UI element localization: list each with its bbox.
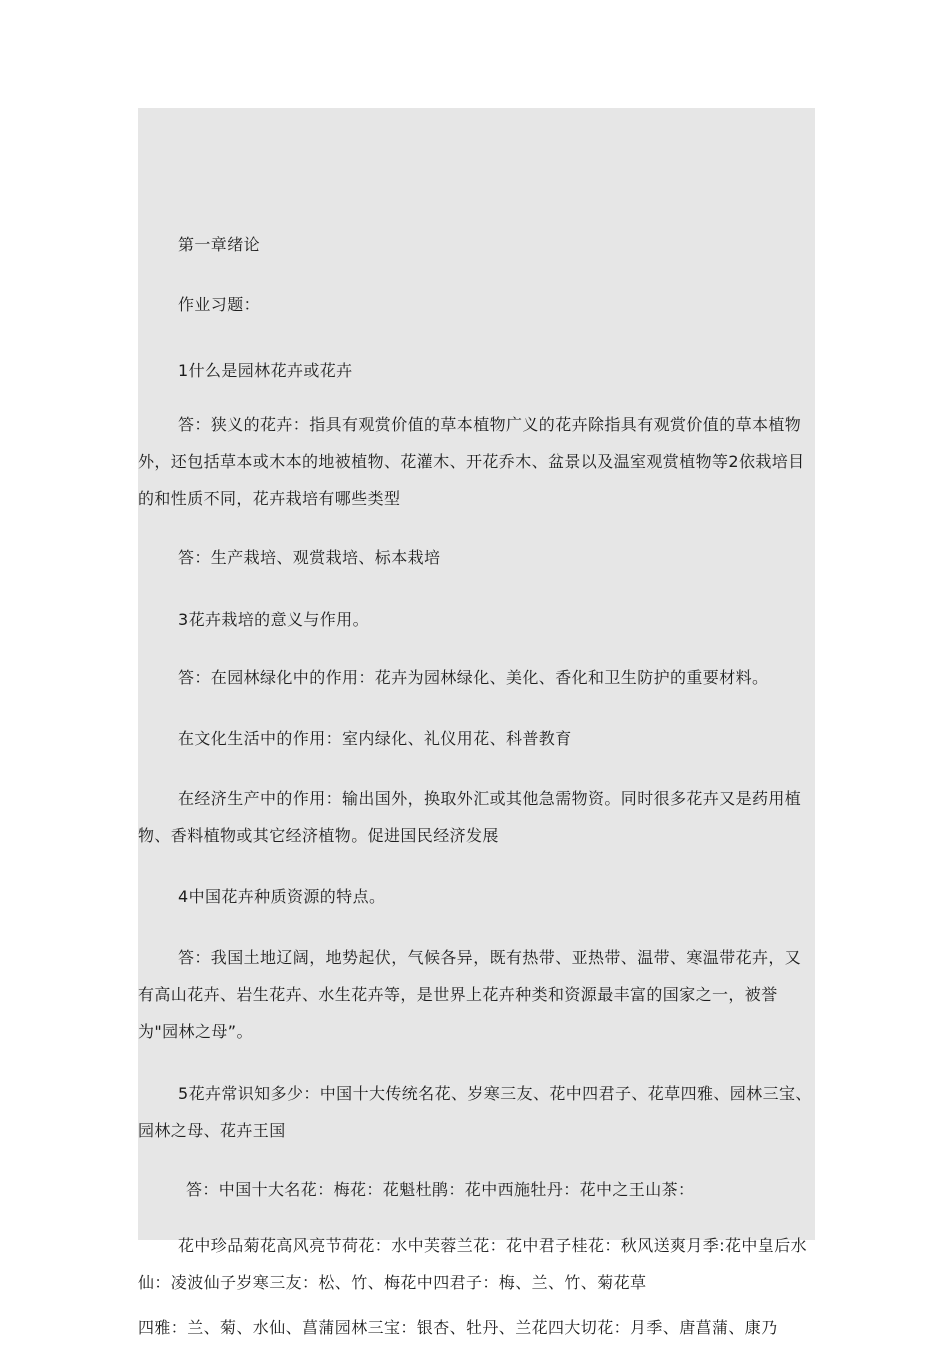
chapter-title: 第一章绪论 [178, 235, 261, 254]
question-4: 4中国花卉种质资源的特点。 [178, 887, 386, 906]
answer-3-landscape: 答：在园林绿化中的作用：花卉为园林绿化、美化、香化和卫生防护的重要材料。 [178, 668, 769, 687]
question-3: 3花卉栽培的意义与作用。 [178, 610, 369, 629]
answer-5-famous-flowers: 答：中国十大名花：梅花：花魁杜鹃：花中西施牡丹：花中之王山茶： [186, 1180, 695, 1199]
answer-4: 答：我国土地辽阔，地势起伏，气候各异，既有热带、亚热带、温带、寒温带花卉，又有高山花卉、岩生花卉、水生花卉等，是世界上花卉种类和资源最丰富的国家之一，被誉为"园林之母”。 [138, 948, 802, 1041]
homework-heading: 作业习题： [178, 295, 261, 314]
answer-5-details: 花中珍品菊花高风亮节荷花：水中芙蓉兰花：花中君子桂花：秋风送爽月季:花中皇后水仙：凌波仙子岁寒三友：松、竹、梅花中四君子：梅、兰、竹、菊花草 [138, 1236, 807, 1292]
answer-1: 答：狭义的花卉：指具有观赏价值的草本植物广义的花卉除指具有观赏价值的草本植物外，还包括草本或木本的地被植物、花灌木、开花乔木、盆景以及温室观赏植物等2依栽培目的和性质不同，花卉栽培有哪些类型 [138, 415, 805, 508]
answer-2: 答：生产栽培、观赏栽培、标本栽培 [178, 548, 441, 567]
question-1: 1什么是园林花卉或花卉 [178, 361, 353, 380]
question-5: 5花卉常识知多少：中国十大传统名花、岁寒三友、花中四君子、花草四雅、园林三宝、园林之母、花卉王国 [138, 1084, 812, 1140]
answer-5-continued: 四雅：兰、菊、水仙、菖蒲园林三宝：银杏、牡丹、兰花四大切花：月季、唐菖蒲、康乃 [138, 1318, 778, 1337]
answer-3-economy: 在经济生产中的作用：输出国外，换取外汇或其他急需物资。同时很多花卉又是药用植物、香料植物或其它经济植物。促进国民经济发展 [138, 789, 802, 845]
document-page [138, 108, 815, 1337]
answer-3-culture: 在文化生活中的作用：室内绿化、礼仪用花、科普教育 [178, 729, 572, 748]
